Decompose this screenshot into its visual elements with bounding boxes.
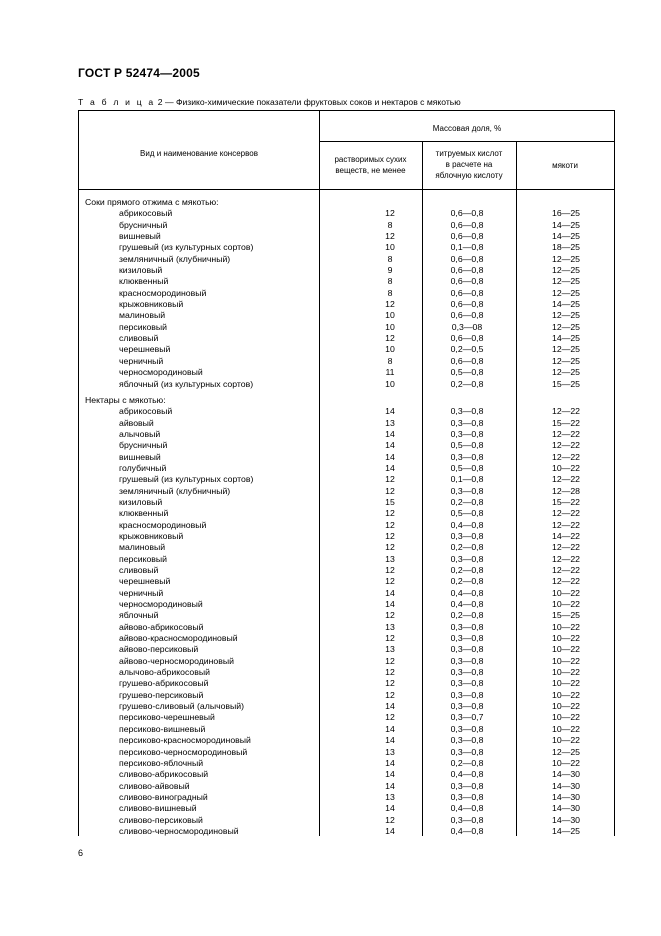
titratable-acids-cell: 0,3—0,8 [450, 701, 484, 712]
soluble-solids-cell: 14 [385, 599, 395, 610]
table-caption-text: 2 — Физико-химические показатели фруктовых соков и нектаров с мякотью [157, 97, 461, 107]
soluble-solids-cell: 14 [385, 723, 395, 734]
soluble-solids-cell: 14 [385, 587, 395, 598]
soluble-solids-cell: 12 [385, 519, 395, 530]
soluble-solids-cell: 8 [387, 287, 393, 298]
titratable-acids-cell: 0,3—0,8 [450, 553, 484, 564]
table-row [79, 208, 614, 219]
table-row [79, 276, 614, 287]
table-row [79, 418, 614, 429]
pulp-cell: 10—22 [551, 689, 580, 700]
soluble-solids-cell: 10 [385, 321, 395, 332]
table-row [79, 610, 614, 621]
soluble-solids-cell: 13 [385, 553, 395, 564]
titratable-acids-cell: 0,3—0,8 [450, 428, 484, 439]
product-name-cell: персиково-яблочный [119, 757, 204, 768]
table-row [79, 712, 614, 723]
table-row [79, 265, 614, 276]
soluble-solids-cell: 10 [385, 242, 395, 253]
pulp-cell: 12—22 [551, 508, 580, 519]
pulp-cell: 12—25 [551, 276, 580, 287]
soluble-solids-cell: 8 [387, 276, 393, 287]
table-row [79, 690, 614, 701]
table-row [79, 724, 614, 735]
soluble-solids-cell: 12 [385, 231, 395, 242]
soluble-solids-cell: 12 [385, 667, 395, 678]
soluble-solids-cell: 12 [385, 485, 395, 496]
soluble-solids-cell: 12 [385, 678, 395, 689]
titratable-acids-cell: 0,3—0,8 [450, 644, 484, 655]
table-row [79, 678, 614, 689]
product-name-cell: черешневый [119, 344, 171, 355]
product-name-cell: абрикосовый [119, 406, 173, 417]
pulp-cell: 18—25 [551, 242, 580, 253]
titratable-acids-cell: 0,1—0,8 [450, 474, 484, 485]
pulp-cell: 12—22 [551, 406, 580, 417]
product-name-cell: черносмородиновый [119, 367, 203, 378]
titratable-acids-cell: 0,6—0,8 [450, 208, 484, 219]
header-name: Вид и наименование консервов [140, 149, 258, 158]
soluble-solids-cell: 8 [387, 355, 393, 366]
product-name-cell: кизиловый [119, 265, 163, 276]
table-row [79, 333, 614, 344]
table-row [79, 747, 614, 758]
titratable-acids-cell: 0,2—0,8 [450, 542, 484, 553]
product-name-cell: персиковый [119, 321, 168, 332]
product-name-cell: грушево-персиковый [119, 689, 204, 700]
product-name-cell: сливово-вишневый [119, 803, 197, 814]
table-row [79, 758, 614, 769]
pulp-cell: 10—22 [551, 667, 580, 678]
product-name-cell: грушевый (из культурных сортов) [119, 474, 254, 485]
pulp-cell: 14—30 [551, 791, 580, 802]
product-name-cell: черничный [119, 587, 164, 598]
titratable-acids-cell: 0,6—0,8 [450, 299, 484, 310]
product-name-cell: земляничный (клубничный) [119, 485, 231, 496]
table-body [79, 197, 614, 837]
soluble-solids-cell: 12 [385, 508, 395, 519]
soluble-solids-cell: 13 [385, 791, 395, 802]
table-row [79, 735, 614, 746]
product-name-cell: сливово-персиковый [119, 814, 203, 825]
data-table [78, 110, 615, 836]
pulp-cell: 10—22 [551, 735, 580, 746]
soluble-solids-cell: 12 [385, 689, 395, 700]
soluble-solids-cell: 13 [385, 417, 395, 428]
section-heading [79, 197, 614, 208]
product-name-cell: клюквенный [119, 276, 169, 287]
pulp-cell: 15—22 [551, 417, 580, 428]
pulp-cell: 10—22 [551, 757, 580, 768]
soluble-solids-cell: 14 [385, 769, 395, 780]
product-name-cell: крыжовниковый [119, 530, 184, 541]
pulp-cell: 16—25 [551, 208, 580, 219]
titratable-acids-cell: 0,3—0,8 [450, 780, 484, 791]
product-name-cell: вишневый [119, 231, 161, 242]
section-title: Нектары с мякотью: [85, 394, 166, 405]
titratable-acids-cell: 0,5—0,8 [450, 508, 484, 519]
pulp-cell: 14—25 [551, 219, 580, 230]
table-row [79, 769, 614, 780]
table-row [79, 242, 614, 253]
titratable-acids-cell: 0,2—0,8 [450, 576, 484, 587]
product-name-cell: яблочный [119, 610, 159, 621]
pulp-cell: 12—25 [551, 355, 580, 366]
soluble-solids-cell: 12 [385, 542, 395, 553]
product-name-cell: сливовый [119, 333, 159, 344]
soluble-solids-cell: 12 [385, 530, 395, 541]
titratable-acids-cell: 0,6—0,8 [450, 310, 484, 321]
pulp-cell: 10—22 [551, 633, 580, 644]
pulp-cell: 15—22 [551, 496, 580, 507]
pulp-cell: 15—25 [551, 610, 580, 621]
soluble-solids-cell: 12 [385, 208, 395, 219]
table-row [79, 367, 614, 378]
titratable-acids-cell: 0,3—0,8 [450, 621, 484, 632]
table-row [79, 322, 614, 333]
titratable-acids-cell: 0,4—0,8 [450, 519, 484, 530]
pulp-cell: 15—25 [551, 378, 580, 389]
soluble-solids-cell: 10 [385, 310, 395, 321]
titratable-acids-cell: 0,4—0,8 [450, 769, 484, 780]
pulp-cell: 14—30 [551, 803, 580, 814]
product-name-cell: земляничный (клубничный) [119, 253, 231, 264]
pulp-cell: 12—22 [551, 542, 580, 553]
product-name-cell: малиновый [119, 310, 166, 321]
pulp-cell: 12—22 [551, 576, 580, 587]
titratable-acids-cell: 0,6—0,8 [450, 219, 484, 230]
table-row [79, 826, 614, 837]
pulp-cell: 12—22 [551, 553, 580, 564]
header-titratable-acids: титруемых кислот в расчете на яблочную кислоту [435, 149, 503, 180]
titratable-acids-cell: 0,3—0,8 [450, 678, 484, 689]
product-name-cell: сливово-черносмородиновый [119, 825, 239, 836]
table-row [79, 576, 614, 587]
soluble-solids-cell: 8 [387, 219, 393, 230]
soluble-solids-cell: 12 [385, 474, 395, 485]
pulp-cell: 12—22 [551, 451, 580, 462]
soluble-solids-cell: 12 [385, 333, 395, 344]
table-row [79, 508, 614, 519]
table-row [79, 288, 614, 299]
pulp-cell: 10—22 [551, 655, 580, 666]
table-row [79, 497, 614, 508]
table-row [79, 429, 614, 440]
soluble-solids-cell: 10 [385, 378, 395, 389]
titratable-acids-cell: 0,2—0,5 [450, 344, 484, 355]
table-row [79, 667, 614, 678]
product-name-cell: малиновый [119, 542, 166, 553]
table-row [79, 379, 614, 390]
table-row [79, 656, 614, 667]
pulp-cell: 12—22 [551, 440, 580, 451]
product-name-cell: грушево-сливовый (алычовый) [119, 701, 245, 712]
titratable-acids-cell: 0,5—0,8 [450, 367, 484, 378]
titratable-acids-cell: 0,2—0,8 [450, 496, 484, 507]
soluble-solids-cell: 12 [385, 655, 395, 666]
pulp-cell: 12—25 [551, 265, 580, 276]
titratable-acids-cell: 0,3—0,8 [450, 814, 484, 825]
pulp-cell: 10—22 [551, 621, 580, 632]
table-row [79, 701, 614, 712]
product-name-cell: персиково-черносмородиновый [119, 746, 248, 757]
pulp-cell: 10—22 [551, 723, 580, 734]
titratable-acids-cell: 0,2—0,8 [450, 565, 484, 575]
pulp-cell: 12—25 [551, 310, 580, 321]
product-name-cell: айвово-персиковый [119, 644, 199, 655]
product-name-cell: персиково-черешневый [119, 712, 215, 723]
table-row [79, 599, 614, 610]
titratable-acids-cell: 0,4—0,8 [450, 803, 484, 814]
product-name-cell: брусничный [119, 440, 168, 451]
product-name-cell: клюквенный [119, 508, 169, 519]
pulp-cell: 12—25 [551, 287, 580, 298]
table-row [79, 803, 614, 814]
soluble-solids-cell: 14 [385, 701, 395, 712]
soluble-solids-cell: 10 [385, 344, 395, 355]
soluble-solids-cell: 12 [385, 576, 395, 587]
soluble-solids-cell: 14 [385, 440, 395, 451]
table-row [79, 299, 614, 310]
titratable-acids-cell: 0,5—0,8 [450, 462, 484, 473]
pulp-cell: 10—22 [551, 462, 580, 473]
product-name-cell: айвово-черносмородиновый [119, 655, 234, 666]
product-name-cell: грушево-абрикосовый [119, 678, 209, 689]
titratable-acids-cell: 0,1—0,8 [450, 242, 484, 253]
product-name-cell: черносмородиновый [119, 599, 203, 610]
titratable-acids-cell: 0,3—0,8 [450, 735, 484, 746]
titratable-acids-cell: 0,3—0,8 [450, 530, 484, 541]
pulp-cell: 12—25 [551, 321, 580, 332]
product-name-cell: вишневый [119, 451, 161, 462]
titratable-acids-cell: 0,3—0,8 [450, 417, 484, 428]
titratable-acids-cell: 0,5—0,8 [450, 440, 484, 451]
table-row [79, 220, 614, 231]
soluble-solids-cell: 12 [385, 299, 395, 310]
table-row [79, 452, 614, 463]
pulp-cell: 14—25 [551, 333, 580, 344]
pulp-cell: 14—25 [551, 299, 580, 310]
product-name-cell: сливово-айвовый [119, 780, 190, 791]
section-title: Соки прямого отжима с мякотью: [85, 197, 219, 207]
titratable-acids-cell: 0,6—0,8 [450, 231, 484, 242]
soluble-solids-cell: 13 [385, 746, 395, 757]
product-name-cell: персиковый [119, 553, 168, 564]
titratable-acids-cell: 0,6—0,8 [450, 276, 484, 287]
pulp-cell: 10—22 [551, 587, 580, 598]
titratable-acids-cell: 0,3—0,8 [450, 633, 484, 644]
table-row [79, 463, 614, 474]
header-pulp: мякоти [552, 161, 578, 170]
titratable-acids-cell: 0,3—0,8 [450, 746, 484, 757]
titratable-acids-cell: 0,4—0,8 [450, 825, 484, 836]
soluble-solids-cell: 9 [387, 265, 393, 276]
table-row [79, 542, 614, 553]
soluble-solids-cell: 11 [385, 367, 395, 378]
table-row [79, 406, 614, 417]
table-row [79, 254, 614, 265]
product-name-cell: алычово-абрикосовый [119, 667, 210, 678]
header-bottom-rule [79, 189, 615, 190]
table-row [79, 781, 614, 792]
product-name-cell: черничный [119, 355, 164, 366]
titratable-acids-cell: 0,6—0,8 [450, 253, 484, 264]
pulp-cell: 12—22 [551, 474, 580, 485]
table-row [79, 356, 614, 367]
table-row [79, 588, 614, 599]
soluble-solids-cell: 14 [385, 462, 395, 473]
product-name-cell: брусничный [119, 219, 168, 230]
page-number: 6 [78, 848, 84, 858]
table-row [79, 474, 614, 485]
soluble-solids-cell: 13 [385, 621, 395, 632]
titratable-acids-cell: 0,3—0,8 [450, 689, 484, 700]
pulp-cell: 10—22 [551, 644, 580, 655]
table-caption-label: Т а б л и ц а [78, 97, 156, 107]
pulp-cell: 10—22 [551, 678, 580, 689]
table-row [79, 815, 614, 826]
product-name-cell: абрикосовый [119, 208, 173, 219]
pulp-cell: 14—30 [551, 814, 580, 825]
pulp-cell: 12—25 [551, 344, 580, 355]
product-name-cell: кизиловый [119, 496, 163, 507]
titratable-acids-cell: 0,6—0,8 [450, 287, 484, 298]
pulp-cell: 12—22 [551, 565, 580, 575]
soluble-solids-cell: 14 [385, 803, 395, 814]
soluble-solids-cell: 12 [385, 565, 395, 575]
pulp-cell: 10—22 [551, 712, 580, 723]
product-name-cell: персиково-вишневый [119, 723, 206, 734]
product-name-cell: красносмородиновый [119, 287, 207, 298]
product-name-cell: персиково-красносмородиновый [119, 735, 251, 746]
table-row [79, 486, 614, 497]
pulp-cell: 10—22 [551, 701, 580, 712]
soluble-solids-cell: 12 [385, 633, 395, 644]
soluble-solids-cell: 14 [385, 428, 395, 439]
table-row [79, 644, 614, 655]
titratable-acids-cell: 0,6—0,8 [450, 355, 484, 366]
product-name-cell: сливовый [119, 565, 159, 575]
titratable-acids-cell: 0,3—0,8 [450, 451, 484, 462]
titratable-acids-cell: 0,3—08 [451, 321, 483, 332]
table-row [79, 310, 614, 321]
pulp-cell: 12—25 [551, 746, 580, 757]
pulp-cell: 14—22 [551, 530, 580, 541]
table-row [79, 231, 614, 242]
header-mass-fraction: Массовая доля, % [432, 124, 502, 133]
titratable-acids-cell: 0,4—0,8 [450, 599, 484, 610]
header-soluble-solids: растворимых сухих веществ, не менее [334, 155, 407, 175]
titratable-acids-cell: 0,3—0,8 [450, 485, 484, 496]
product-name-cell: яблочный (из культурных сортов) [119, 378, 254, 389]
table-row [79, 633, 614, 644]
table-row [79, 520, 614, 531]
product-name-cell: крыжовниковый [119, 299, 184, 310]
product-name-cell: сливово-абрикосовый [119, 769, 209, 780]
pulp-cell: 12—28 [551, 485, 580, 496]
titratable-acids-cell: 0,3—0,8 [450, 723, 484, 734]
product-name-cell: айвово-абрикосовый [119, 621, 204, 632]
titratable-acids-cell: 0,3—0,8 [450, 655, 484, 666]
titratable-acids-cell: 0,3—0,7 [450, 712, 484, 723]
titratable-acids-cell: 0,6—0,8 [450, 265, 484, 276]
pulp-cell: 12—22 [551, 428, 580, 439]
pulp-cell: 12—25 [551, 367, 580, 378]
soluble-solids-cell: 14 [385, 825, 395, 836]
pulp-cell: 14—30 [551, 780, 580, 791]
soluble-solids-cell: 8 [387, 253, 393, 264]
product-name-cell: алычовый [119, 428, 161, 439]
table-row [79, 565, 614, 576]
soluble-solids-cell: 12 [385, 712, 395, 723]
product-name-cell: голубичный [119, 462, 167, 473]
soluble-solids-cell: 14 [385, 757, 395, 768]
pulp-cell: 12—22 [551, 519, 580, 530]
document-title: ГОСТ Р 52474—2005 [78, 66, 200, 80]
soluble-solids-cell: 13 [385, 644, 395, 655]
table-row [79, 344, 614, 355]
product-name-cell: черешневый [119, 576, 171, 587]
pulp-cell: 10—22 [551, 599, 580, 610]
titratable-acids-cell: 0,2—0,8 [450, 757, 484, 768]
titratable-acids-cell: 0,3—0,8 [450, 791, 484, 802]
table-row [79, 792, 614, 803]
table-caption [78, 97, 461, 107]
product-name-cell: сливово-виноградный [119, 791, 208, 802]
titratable-acids-cell: 0,3—0,8 [450, 667, 484, 678]
pulp-cell: 14—30 [551, 769, 580, 780]
soluble-solids-cell: 14 [385, 451, 395, 462]
soluble-solids-cell: 12 [385, 814, 395, 825]
soluble-solids-cell: 15 [385, 496, 395, 507]
product-name-cell: айвово-красносмородиновый [119, 633, 238, 644]
titratable-acids-cell: 0,6—0,8 [450, 333, 484, 344]
soluble-solids-cell: 12 [385, 610, 395, 621]
soluble-solids-cell: 14 [385, 406, 395, 417]
titratable-acids-cell: 0,4—0,8 [450, 587, 484, 598]
titratable-acids-cell: 0,2—0,8 [450, 610, 484, 621]
pulp-cell: 14—25 [551, 825, 580, 836]
product-name-cell: красносмородиновый [119, 519, 207, 530]
titratable-acids-cell: 0,2—0,8 [450, 378, 484, 389]
pulp-cell: 12—25 [551, 253, 580, 264]
product-name-cell: айвовый [119, 417, 154, 428]
section-heading [79, 395, 614, 406]
table-row [79, 622, 614, 633]
header-divider [319, 141, 615, 142]
table-row [79, 440, 614, 451]
soluble-solids-cell: 14 [385, 735, 395, 746]
pulp-cell: 14—25 [551, 231, 580, 242]
table-row [79, 531, 614, 542]
titratable-acids-cell: 0,3—0,8 [450, 406, 484, 417]
table-row [79, 554, 614, 565]
soluble-solids-cell: 14 [385, 780, 395, 791]
product-name-cell: грушевый (из культурных сортов) [119, 242, 254, 253]
